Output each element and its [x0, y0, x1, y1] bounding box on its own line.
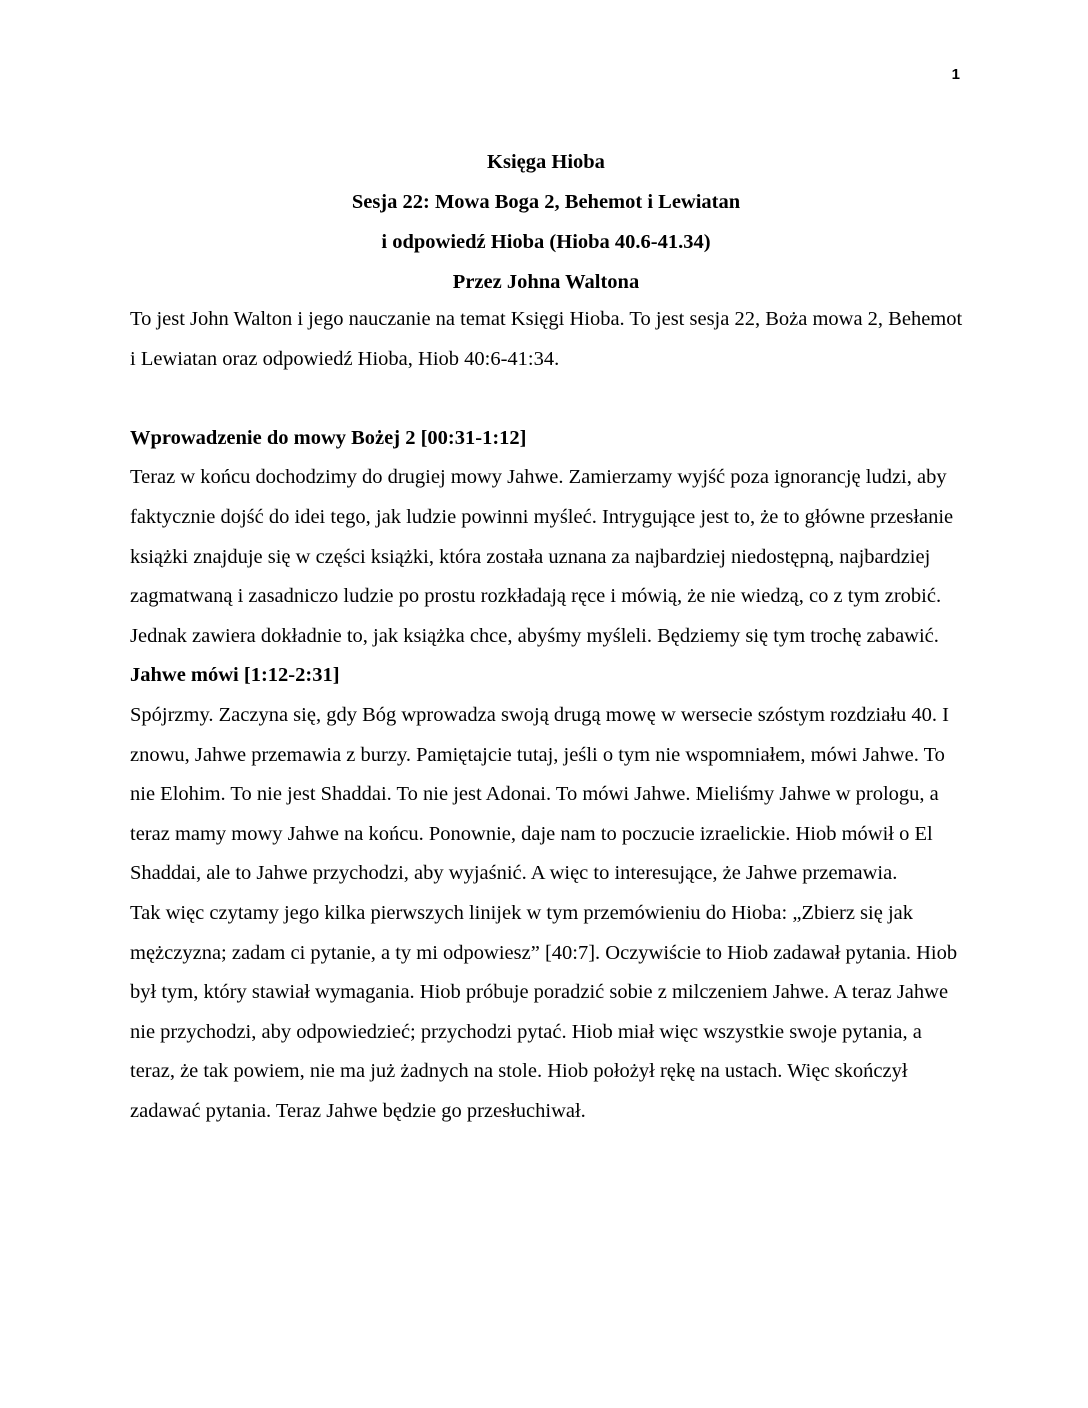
section-paragraph: Spójrzmy. Zaczyna się, gdy Bóg wprowadza swoją drugą mowę w wersecie szóstym rozdziału 40. I znowu, Jahwe przemawia z burzy. Pamiętajcie tutaj, jeśli o tym nie wspomniałem, mówi Jahwe. To nie Elohim. To nie jest Shaddai. To nie jest Adonai. To mówi Jahwe. Mieliśmy Jahwe w prologu, a teraz mamy mowy Jahwe na końcu. Ponownie, daje nam to poczucie izraelickie. Hiob mówił o El Shaddai, ale to Jahwe przychodzi, aby wyjaśnić. A więc to interesujące, że Jahwe przemawia. — [130, 703, 949, 885]
document-title: Księga Hioba — [487, 151, 605, 173]
page-number: 1 — [951, 66, 960, 83]
author-line: Przez Johna Waltona — [452, 271, 640, 293]
section-heading-intro: Wprowadzenie do mowy Bożej 2 [00:31-1:12] — [130, 426, 527, 449]
session-title: Sesja 22: Mowa Boga 2, Behemot i Lewiatan — [351, 191, 741, 213]
document-body — [130, 300, 970, 1131]
intro-paragraph: To jest John Walton i jego nauczanie na temat Księgi Hioba. To jest sesja 22, Boża mowa 2, Behemot i Lewiatan oraz odpowiedź Hioba, Hiob 40:6-41:34. — [130, 308, 963, 370]
spacer — [130, 379, 970, 419]
session-subtitle: i odpowiedź Hioba (Hioba 40.6-41.34) — [381, 231, 711, 253]
section-heading-yahweh-speaks: Jahwe mówi [1:12-2:31] — [130, 664, 340, 687]
section-paragraph: Teraz w końcu dochodzimy do drugiej mowy Jahwe. Zamierzamy wyjść poza ignorancję ludzi, aby faktycznie dojść do idei tego, jak ludzie powinni myśleć. Intrygujące jest to, że to główne przesłanie książki znajduje się w części książki, która została uznana za najbardziej niedostępną, najbardziej zagmatwaną i zasadniczo ludzie po prostu rozkładają ręce i mówią, że nie wiedzą, co z tym zrobić. Jednak zawiera dokładnie to, jak książka chce, abyśmy myśleli. Będziemy się tym trochę zabawić. — [130, 466, 954, 647]
section-paragraph: Tak więc czytamy jego kilka pierwszych linijek w tym przemówieniu do Hioba: „Zbierz się jak mężczyzna; zadam ci pytanie, a ty mi odpowiesz” [40:7]. Oczywiście to Hiob zadawał pytania. Hiob był tym, który stawiał wymagania. Hiob próbuje poradzić sobie z milczeniem Jahwe. A teraz Jahwe nie przychodzi, aby odpowiedzieć; przychodzi pytać. Hiob miał więc wszystkie swoje pytania, a teraz, że tak powiem, nie ma już żadnych na stole. Hiob położył rękę na ustach. Więc skończył zadawać pytania. Teraz Jahwe będzie go przesłuchiwał. — [130, 901, 958, 1122]
title-block — [130, 142, 962, 302]
